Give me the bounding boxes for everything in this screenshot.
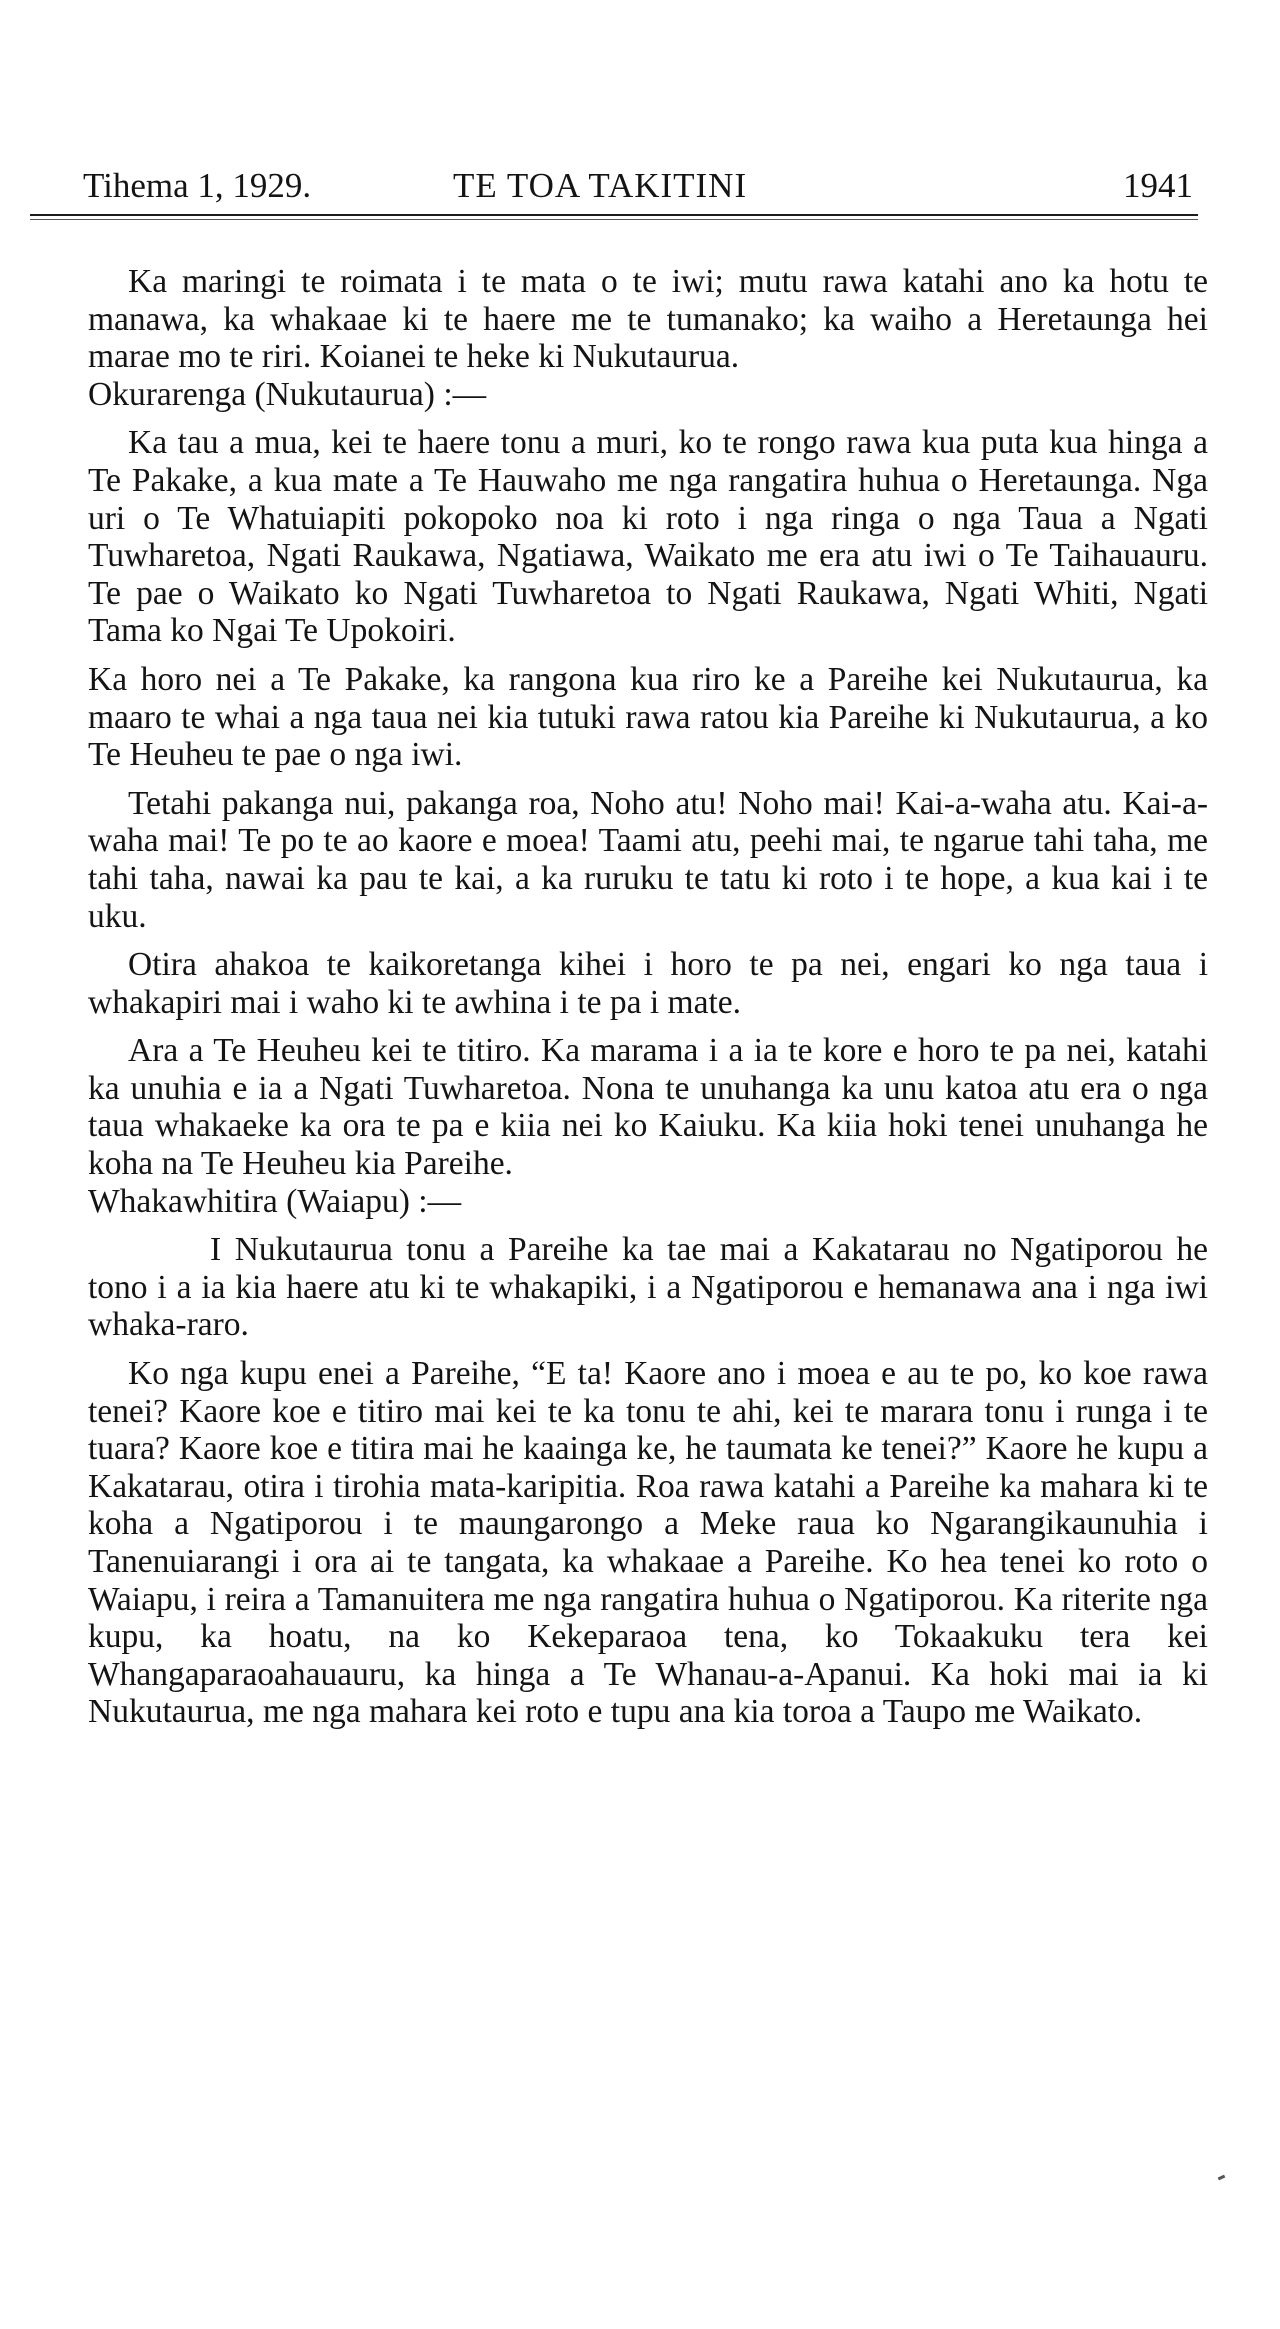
issue-date: Tihema 1, 1929.	[83, 166, 312, 205]
page-number: 1941	[1123, 166, 1193, 205]
paragraph: Tetahi pakanga nui, pakanga roa, Noho atu! Noho mai! Kai-a-waha atu. Kai-a-waha mai! Te po te ao kaore e moea! Taami atu, peehi mai, te ngarue tahi taha, me tahi taha, nawai ka pau te kai, a ka ruruku te tatu ki roto i te hope, a kua kai i te uku.	[88, 784, 1208, 935]
paragraph: I Nukutaurua tonu a Pareihe ka tae mai a Kakatarau no Ngatiporou he tono i a ia kia haere atu ki te whakapiki, i a Ngatiporou e hemanawa ana i nga iwi whaka-raro.	[88, 1231, 1208, 1344]
paragraph: Ko nga kupu enei a Pareihe, “E ta! Kaore ano i moea e au te po, ko koe rawa tenei? Kaore koe e titiro mai kei te ka tonu te ahi, kei te marara tonu i runga i te tuara? Kaore koe e titira mai he kaainga ke, he taumata ke tenei?” Kaore he kupu a Kakatarau, otira i tirohia mata-karipitia. Roa rawa katahi a Pareihe ka mahara ki te koha a Ngatiporou i te maungarongo a Meke raua ko Ngarangikaunuhia i Tanenuiarangi i ora ai te tangata, ka whakaae a Pareihe. Ko hea tenei ko roto o Waiapu, i reira a Tamanuitera me nga rangatira huhua o Ngatiporou. Ka riterite nga kupu, ka hoatu, na ko Kekeparaoa tena, ko Tokaakuku tera kei Whangaparaoahauauru, ka hinga a Te Whanau-a-Apanui. Ka hoki mai ia ki Nukutaurua, me nga mahara kei roto e tupu ana kia toroa a Taupo me Waikato.	[88, 1355, 1208, 1731]
section-label: Okurarenga (Nukutaurua) :—	[88, 375, 487, 413]
publication-title: TE TOA TAKITINI	[453, 166, 748, 205]
paragraph: Ara a Te Heuheu kei te titiro. Ka marama i a ia te kore e horo te pa nei, katahi ka unuhia e ia a Ngati Tuwharetoa. Nona te unuhanga ka unu katoa atu era o nga taua whakaeke ka ora te pa e kiia nei ko Kaiuku. Ka kiia hoki tenei unuhanga he koha na Te Heuheu kia Pareihe.	[88, 1032, 1208, 1183]
paragraph: Ka maringi te roimata i te mata o te iwi; mutu rawa katahi ano ka hotu te manawa, ka whakaae ki te haere me te tumanako; ka waiho a Heretaunga hei marae mo te riri. Koianei te heke ki Nukutaurua.	[88, 263, 1208, 376]
paragraph: Otira ahakoa te kaikoretanga kihei i horo te pa nei, engari ko nga taua i whakapiri mai i waho ki te awhina i te pa i mate.	[88, 946, 1208, 1021]
running-header	[83, 162, 1193, 210]
section-label: Whakawhitira (Waiapu) :—	[88, 1182, 462, 1220]
paragraph: Ka horo nei a Te Pakake, ka rangona kua riro ke a Pareihe kei Nukutaurua, ka maaro te whai a nga taua nei kia tutuki rawa ratou kia Pareihe ki Nukutaurua, a ko Te Heuheu te pae o nga iwi.	[88, 660, 1208, 774]
article-body	[88, 263, 1208, 1742]
paragraph: Ka tau a mua, kei te haere tonu a muri, ko te rongo rawa kua puta kua hinga a Te Pakake, a kua mate a Te Hauwaho me nga rangatira huhua o Heretaunga. Nga uri o Te Whatuiapiti pokopoko noa ki roto i nga ringa o nga Taua a Ngati Tuwharetoa, Ngati Raukawa, Ngatiawa, Waikato me era atu iwi o Te Taihauauru. Te pae o Waikato ko Ngati Tuwharetoa to Ngati Raukawa, Ngati Whiti, Ngati Tama ko Ngai Te Upokoiri.	[88, 424, 1208, 650]
header-rule-thin	[30, 219, 1198, 220]
header-rule	[30, 214, 1198, 216]
print-mark	[1218, 2175, 1226, 2181]
